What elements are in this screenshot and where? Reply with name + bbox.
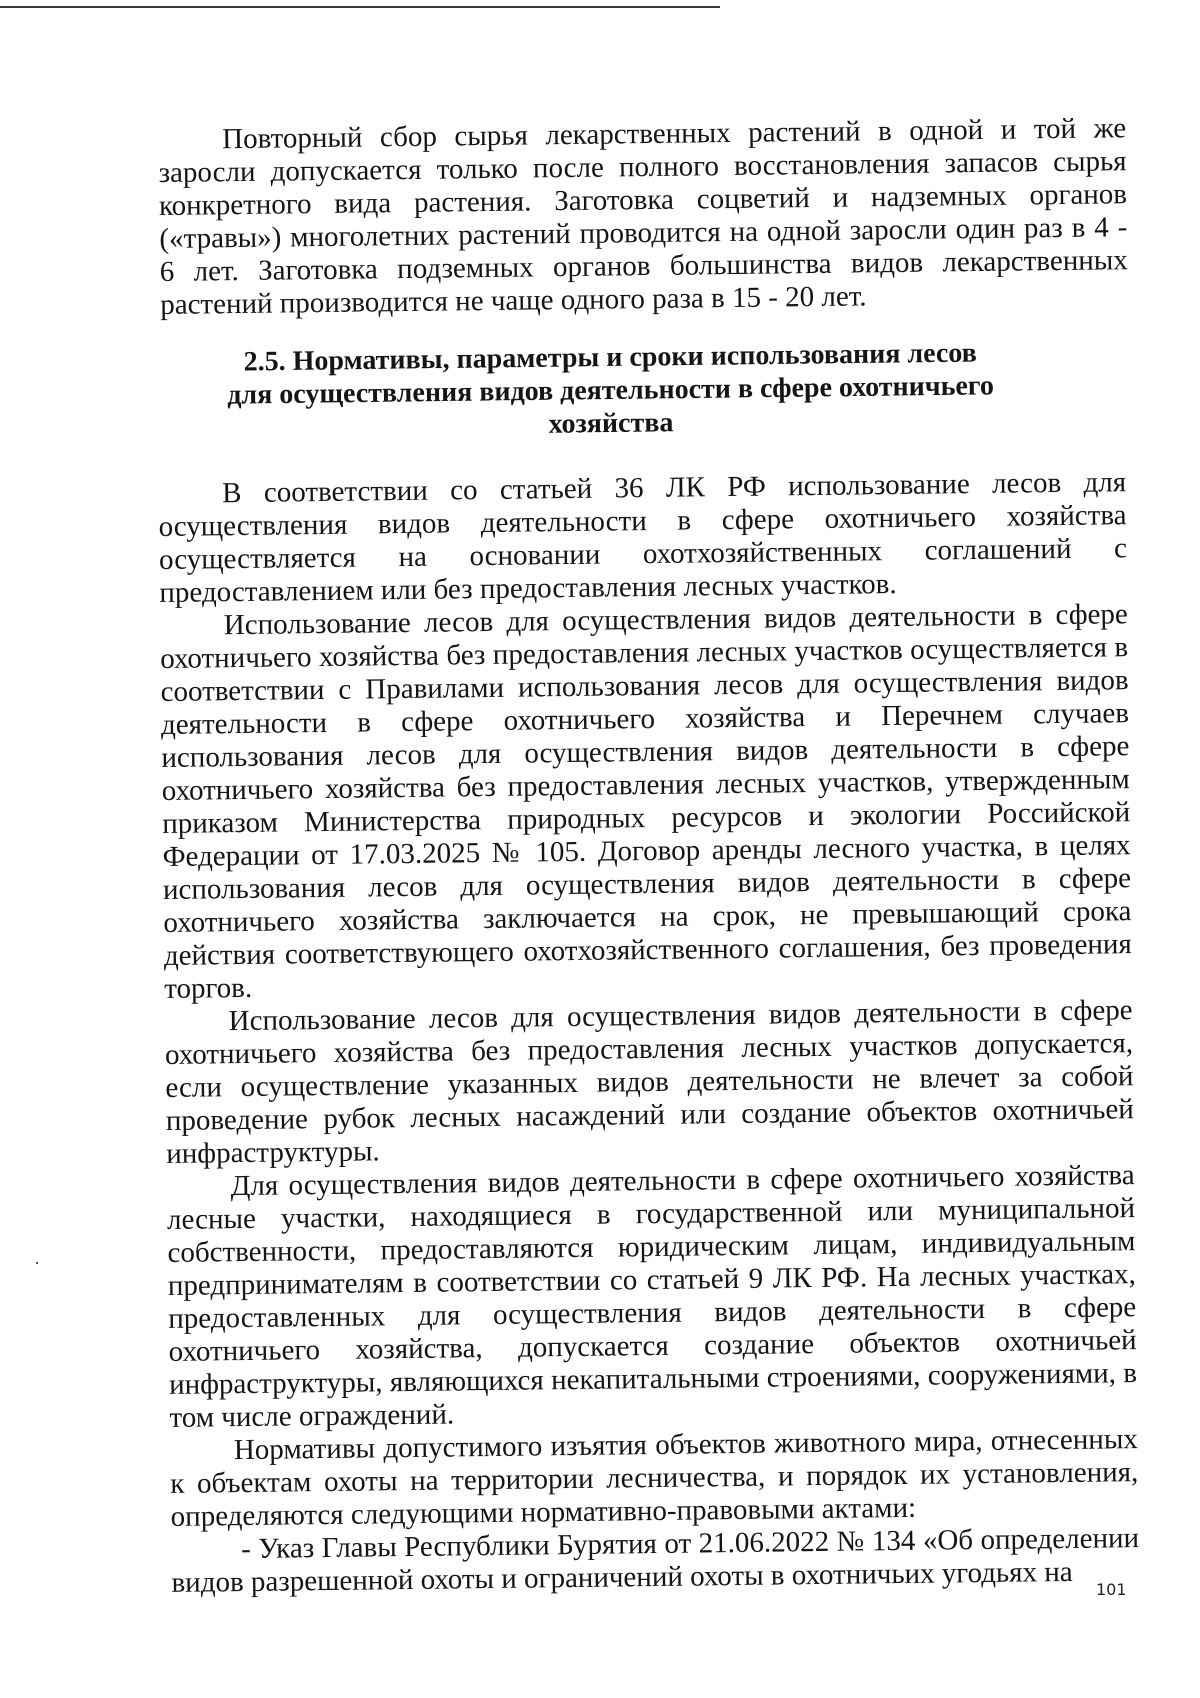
paragraph-plot-provision: Для осуществления видов деятельности в сфере охотничьего хозяйства лесные участки, находящиеся в государственной или муниципальной собственности, предоставляются юридическим лицам, индивидуальным предпринимателям в соответствии со статьей 9 ЛК РФ. На лесных участках, предоставленных для осуществления видов деятельности в сфере охотничьего хозяйства, допускается создание объектов охотничьей инфраструктуры, являющихся некапитальными строениями, сооружениями, в том числе ограждений. xyxy=(166,1159,1138,1434)
paragraph-withdrawal-norms: Нормативы допустимого изъятия объектов животного мира, отнесенных к объектам охоты на территории лесничества, и порядок их установления, определяются следующими нормативно-правовыми актами: xyxy=(170,1423,1139,1533)
top-rule-divider xyxy=(0,6,720,8)
section-heading-line-3: хозяйства xyxy=(548,407,674,440)
section-heading-line-1: 2.5. Нормативы, параметры и сроки использования лесов xyxy=(243,337,977,378)
list-item-decree: - Указ Главы Республики Бурятия от 21.06.2022 № 134 «Об определении видов разрешенной охоты и ограничений охоты в охотничьих угодьях на xyxy=(171,1522,1140,1599)
scan-speck xyxy=(36,1262,38,1264)
paragraph-permitted-conditions: Использование лесов для осуществления видов деятельности в сфере охотничьего хозяйства без предоставления лесных участков допускается, если осуществление указанных видов деятельности не влечет за собой проведение рубок лесных насаждений или создание объектов охотничьей инфраструктуры. xyxy=(164,994,1134,1170)
intro-block xyxy=(158,112,1128,322)
section-body xyxy=(158,466,1140,1600)
intro-paragraph: Повторный сбор сырья лекарственных растений в одной и той же заросли допускается только после полного восстановления запасов сырья конкретного вида растения. Заготовка соцветий и надземных органов («травы») многолетних растений проводится на одной заросли один раз в 4 - 6 лет. Заготовка подземных органов большинства видов лекарственных растений производится не чаще одного раза в 15 - 20 лет. xyxy=(158,112,1128,321)
section-heading xyxy=(200,336,1021,445)
section-heading-line-2: для осуществления видов деятельности в сфере охотничьего xyxy=(227,370,995,411)
paragraph-legal-basis: В соответствии со статьей 36 ЛК РФ использование лесов для осуществления видов деятельности в сфере охотничьего хозяйства осуществляется на основании охотхозяйственных соглашений с предоставлением или без предоставления лесных участков. xyxy=(158,466,1128,609)
page-number: 101 xyxy=(1096,1580,1127,1599)
paragraph-use-without-plots: Использование лесов для осуществления видов деятельности в сфере охотничьего хозяйства без предоставления лесных участков осуществляется в соответствии с Правилами использования лесов для осуществления видов деятельности в сфере охотничьего хозяйства и Перечнем случаев использования лесов для осуществления видов деятельности в сфере охотничьего хозяйства без предоставления лесных участков, утвержденным приказом Министерства природных ресурсов и экологии Российской Федерации от 17.03.2025 № 105. Договор аренды лесного участка, в целях использования лесов для осуществления видов деятельности в сфере охотничьего хозяйства заключается на срок, не превышающий срока действия соответствующего охотхозяйственного соглашения, без проведения торгов. xyxy=(160,598,1132,1005)
